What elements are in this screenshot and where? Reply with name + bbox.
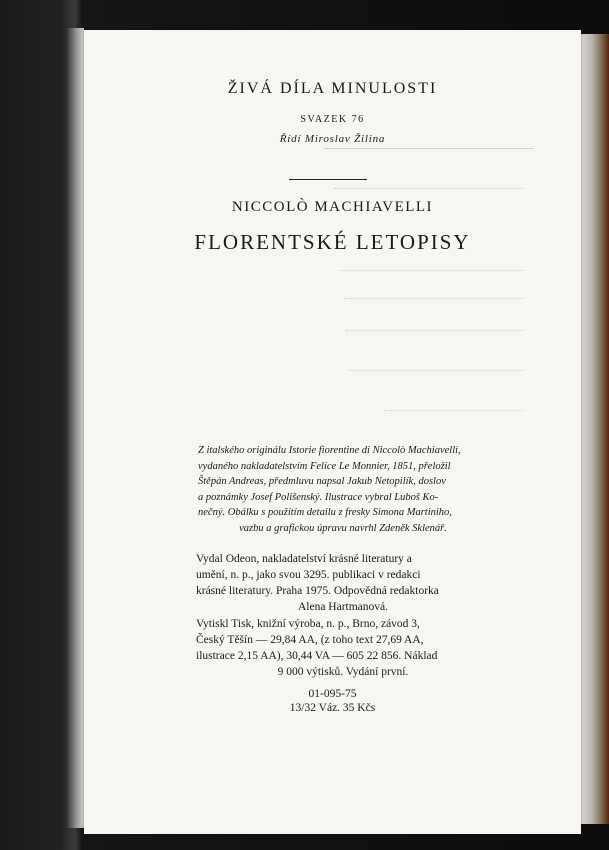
- credits-line: a poznámky Josef Polišenský. Ilustrace vybral Luboš Ko-: [198, 491, 439, 503]
- catalog-code: 01-095-75: [308, 688, 357, 700]
- show-through-mark: [349, 370, 524, 372]
- series-volume: SVAZEK 76: [300, 114, 365, 125]
- page-stack-edge: [581, 34, 609, 824]
- credits-line: vydaného nakladatelstvím Felice Le Monnier, 1851, přeložil: [198, 460, 451, 472]
- printer-line: ilustrace 2,15 AA), 30,44 VA — 605 22 856. Náklad: [196, 650, 438, 662]
- imprint-line: Alena Hartmanová.: [297, 601, 389, 613]
- translation-credits: [198, 443, 488, 537]
- printer-line: Vytiskl Tisk, knižní výroba, n. p., Brno, závod 3,: [196, 618, 420, 630]
- show-through-mark: [339, 270, 524, 272]
- publisher-imprint: [196, 551, 490, 615]
- printer-line: Český Těšín — 29,84 AA, (z toho text 27,69 AA,: [196, 634, 424, 646]
- imprint-line: Vydal Odeon, nakladatelství krásné literatury a: [196, 553, 412, 565]
- show-through-mark: [344, 298, 524, 300]
- book-spine-edge: [66, 28, 84, 828]
- credits-line: vazbu a grafickou úpravu navrhl Zdeněk Sklenář.: [239, 522, 447, 534]
- book-title: FLORENTSKÉ LETOPISY: [194, 230, 471, 254]
- printer-imprint: [196, 616, 490, 680]
- price-line: 13/32 Váz. 35 Kčs: [289, 702, 376, 714]
- credits-line: Z italského originálu Istorie fiorentine di Niccolò Machiavelli,: [198, 445, 461, 456]
- credits-line: nečný. Obálku s použitím detailu z fresky Simona Martiniho,: [198, 507, 452, 519]
- imprint-line: umění, n. p., jako svou 3295. publikaci v redakci: [196, 569, 421, 581]
- series-title: ŽIVÁ DÍLA MINULOSTI: [227, 80, 438, 97]
- divider-rule: [289, 179, 367, 180]
- book-author: NICCOLÒ MACHIAVELLI: [231, 199, 434, 215]
- title-verso-page: [84, 30, 581, 834]
- imprint-line: krásné literatury. Praha 1975. Odpovědná redaktorka: [196, 585, 439, 597]
- credits-line: Štěpán Andreas, předmluvu napsal Jakub Netopilík, doslov: [198, 476, 446, 488]
- show-through-mark: [384, 410, 524, 412]
- printer-line: 9 000 výtisků. Vydání první.: [277, 666, 409, 678]
- show-through-mark: [324, 148, 534, 150]
- show-through-mark: [346, 330, 524, 332]
- series-editor: Řídí Miroslav Žilina: [279, 133, 386, 145]
- show-through-mark: [334, 188, 524, 190]
